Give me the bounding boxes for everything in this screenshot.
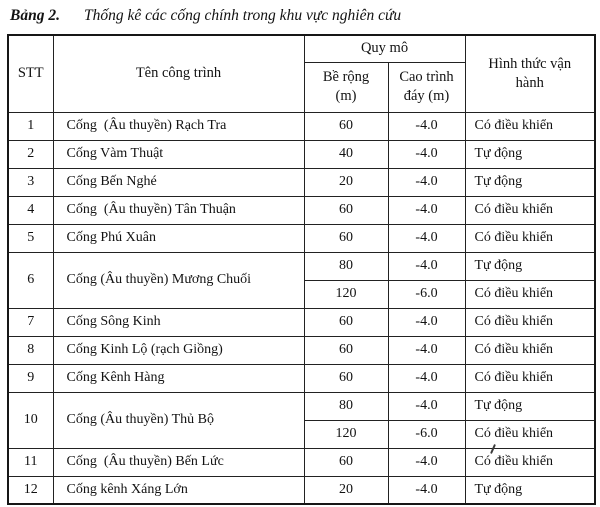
- cell-operation: Tự động: [465, 252, 595, 280]
- table-row: [8, 112, 595, 140]
- cell-elevation: -4.0: [388, 308, 465, 336]
- cell-name: Cống (Âu thuyền) Mương Chuối: [53, 252, 304, 308]
- table-row: [8, 336, 595, 364]
- cell-stt: 1: [8, 112, 53, 140]
- cell-stt: 7: [8, 308, 53, 336]
- header-operation-line1: Hình thức vận: [488, 55, 572, 72]
- cell-elevation: -4.0: [388, 168, 465, 196]
- cell-elevation: -4.0: [388, 252, 465, 280]
- cell-elevation: -4.0: [388, 364, 465, 392]
- table-row: [8, 476, 595, 504]
- header-quy-mo: Quy mô: [304, 35, 465, 62]
- cell-stt: 3: [8, 168, 53, 196]
- cell-name: Cống (Âu thuyền) Bến Lức: [53, 448, 304, 476]
- table-caption: [10, 7, 600, 25]
- header-stt: STT: [8, 35, 53, 112]
- header-cao-trinh-line1: Cao trình: [399, 69, 454, 86]
- cell-width: 60: [304, 196, 388, 224]
- table-row: [8, 252, 595, 280]
- header-row-1: [8, 35, 595, 62]
- cell-elevation: -4.0: [388, 140, 465, 168]
- cell-name: Cống (Âu thuyền) Rạch Tra: [53, 112, 304, 140]
- table-row: [8, 140, 595, 168]
- cell-width: 80: [304, 392, 388, 420]
- cell-operation: Có điều khiển: [465, 280, 595, 308]
- cell-name: Cống (Âu thuyền) Thủ Bộ: [53, 392, 304, 448]
- header-be-rong-line1: Bề rộng: [322, 69, 370, 86]
- cell-operation: Có điều khiển: [465, 336, 595, 364]
- cell-elevation: -4.0: [388, 112, 465, 140]
- table-row: [8, 364, 595, 392]
- cell-width: 60: [304, 224, 388, 252]
- cell-name: Cống Kênh Hàng: [53, 364, 304, 392]
- table-row: [8, 224, 595, 252]
- table-row: [8, 392, 595, 420]
- cell-stt: 11: [8, 448, 53, 476]
- table-row: [8, 308, 595, 336]
- table-row: [8, 168, 595, 196]
- cell-width: 120: [304, 420, 388, 448]
- cell-elevation: -6.0: [388, 420, 465, 448]
- cell-elevation: -4.0: [388, 196, 465, 224]
- cell-width: 40: [304, 140, 388, 168]
- cell-stt: 4: [8, 196, 53, 224]
- header-be-rong: [304, 62, 388, 112]
- cell-stt: 2: [8, 140, 53, 168]
- table-row: [8, 448, 595, 476]
- table-caption-text: Thống kê các cống chính trong khu vực nghiên cứu: [83, 7, 402, 24]
- cell-stt: 8: [8, 336, 53, 364]
- cell-width: 60: [304, 336, 388, 364]
- cell-name: Cống kênh Xáng Lớn: [53, 476, 304, 504]
- cell-operation: Có điều khiển: [465, 420, 595, 448]
- cell-width: 60: [304, 448, 388, 476]
- cell-stt: 9: [8, 364, 53, 392]
- cell-operation: Có điều khiển: [465, 196, 595, 224]
- cell-operation: Có điều khiển: [465, 448, 595, 476]
- header-be-rong-line2: (m): [335, 88, 357, 104]
- cell-width: 20: [304, 476, 388, 504]
- table-row: [8, 196, 595, 224]
- cell-name: Cống Sông Kinh: [53, 308, 304, 336]
- cell-name: Cống Phú Xuân: [53, 224, 304, 252]
- cell-stt: 10: [8, 392, 53, 448]
- cell-stt: 12: [8, 476, 53, 504]
- cell-name: Cống Bến Nghé: [53, 168, 304, 196]
- cell-operation: Tự động: [465, 168, 595, 196]
- cell-operation: Có điều khiển: [465, 224, 595, 252]
- sluice-statistics-table: [7, 34, 596, 505]
- cell-name: Cống (Âu thuyền) Tân Thuận: [53, 196, 304, 224]
- cell-elevation: -4.0: [388, 448, 465, 476]
- header-cao-trinh-line2: đáy (m): [403, 88, 450, 104]
- cell-elevation: -4.0: [388, 392, 465, 420]
- header-operation-line2: hành: [515, 74, 544, 91]
- cell-stt: 5: [8, 224, 53, 252]
- cell-elevation: -4.0: [388, 336, 465, 364]
- cell-elevation: -6.0: [388, 280, 465, 308]
- cell-elevation: -4.0: [388, 224, 465, 252]
- cell-width: 20: [304, 168, 388, 196]
- header-cao-trinh-day: [388, 62, 465, 112]
- cell-operation: Tự động: [465, 140, 595, 168]
- cell-width: 60: [304, 308, 388, 336]
- cell-operation: Tự động: [465, 476, 595, 504]
- cell-name: Cống Kinh Lộ (rạch Giồng): [53, 336, 304, 364]
- cell-width: 80: [304, 252, 388, 280]
- cell-operation: Có điều khiển: [465, 308, 595, 336]
- table-caption-label: Bảng 2.: [10, 7, 60, 24]
- cell-stt: 6: [8, 252, 53, 308]
- cell-name: Cống Vàm Thuật: [53, 140, 304, 168]
- cell-width: 120: [304, 280, 388, 308]
- header-ten-cong-trinh: Tên công trình: [53, 35, 304, 112]
- cell-operation: Có điều khiển: [465, 112, 595, 140]
- header-hinh-thuc-van-hanh: [465, 35, 595, 112]
- cell-width: 60: [304, 364, 388, 392]
- cell-operation: Tự động: [465, 392, 595, 420]
- cell-elevation: -4.0: [388, 476, 465, 504]
- cell-operation: Có điều khiển: [465, 364, 595, 392]
- cell-width: 60: [304, 112, 388, 140]
